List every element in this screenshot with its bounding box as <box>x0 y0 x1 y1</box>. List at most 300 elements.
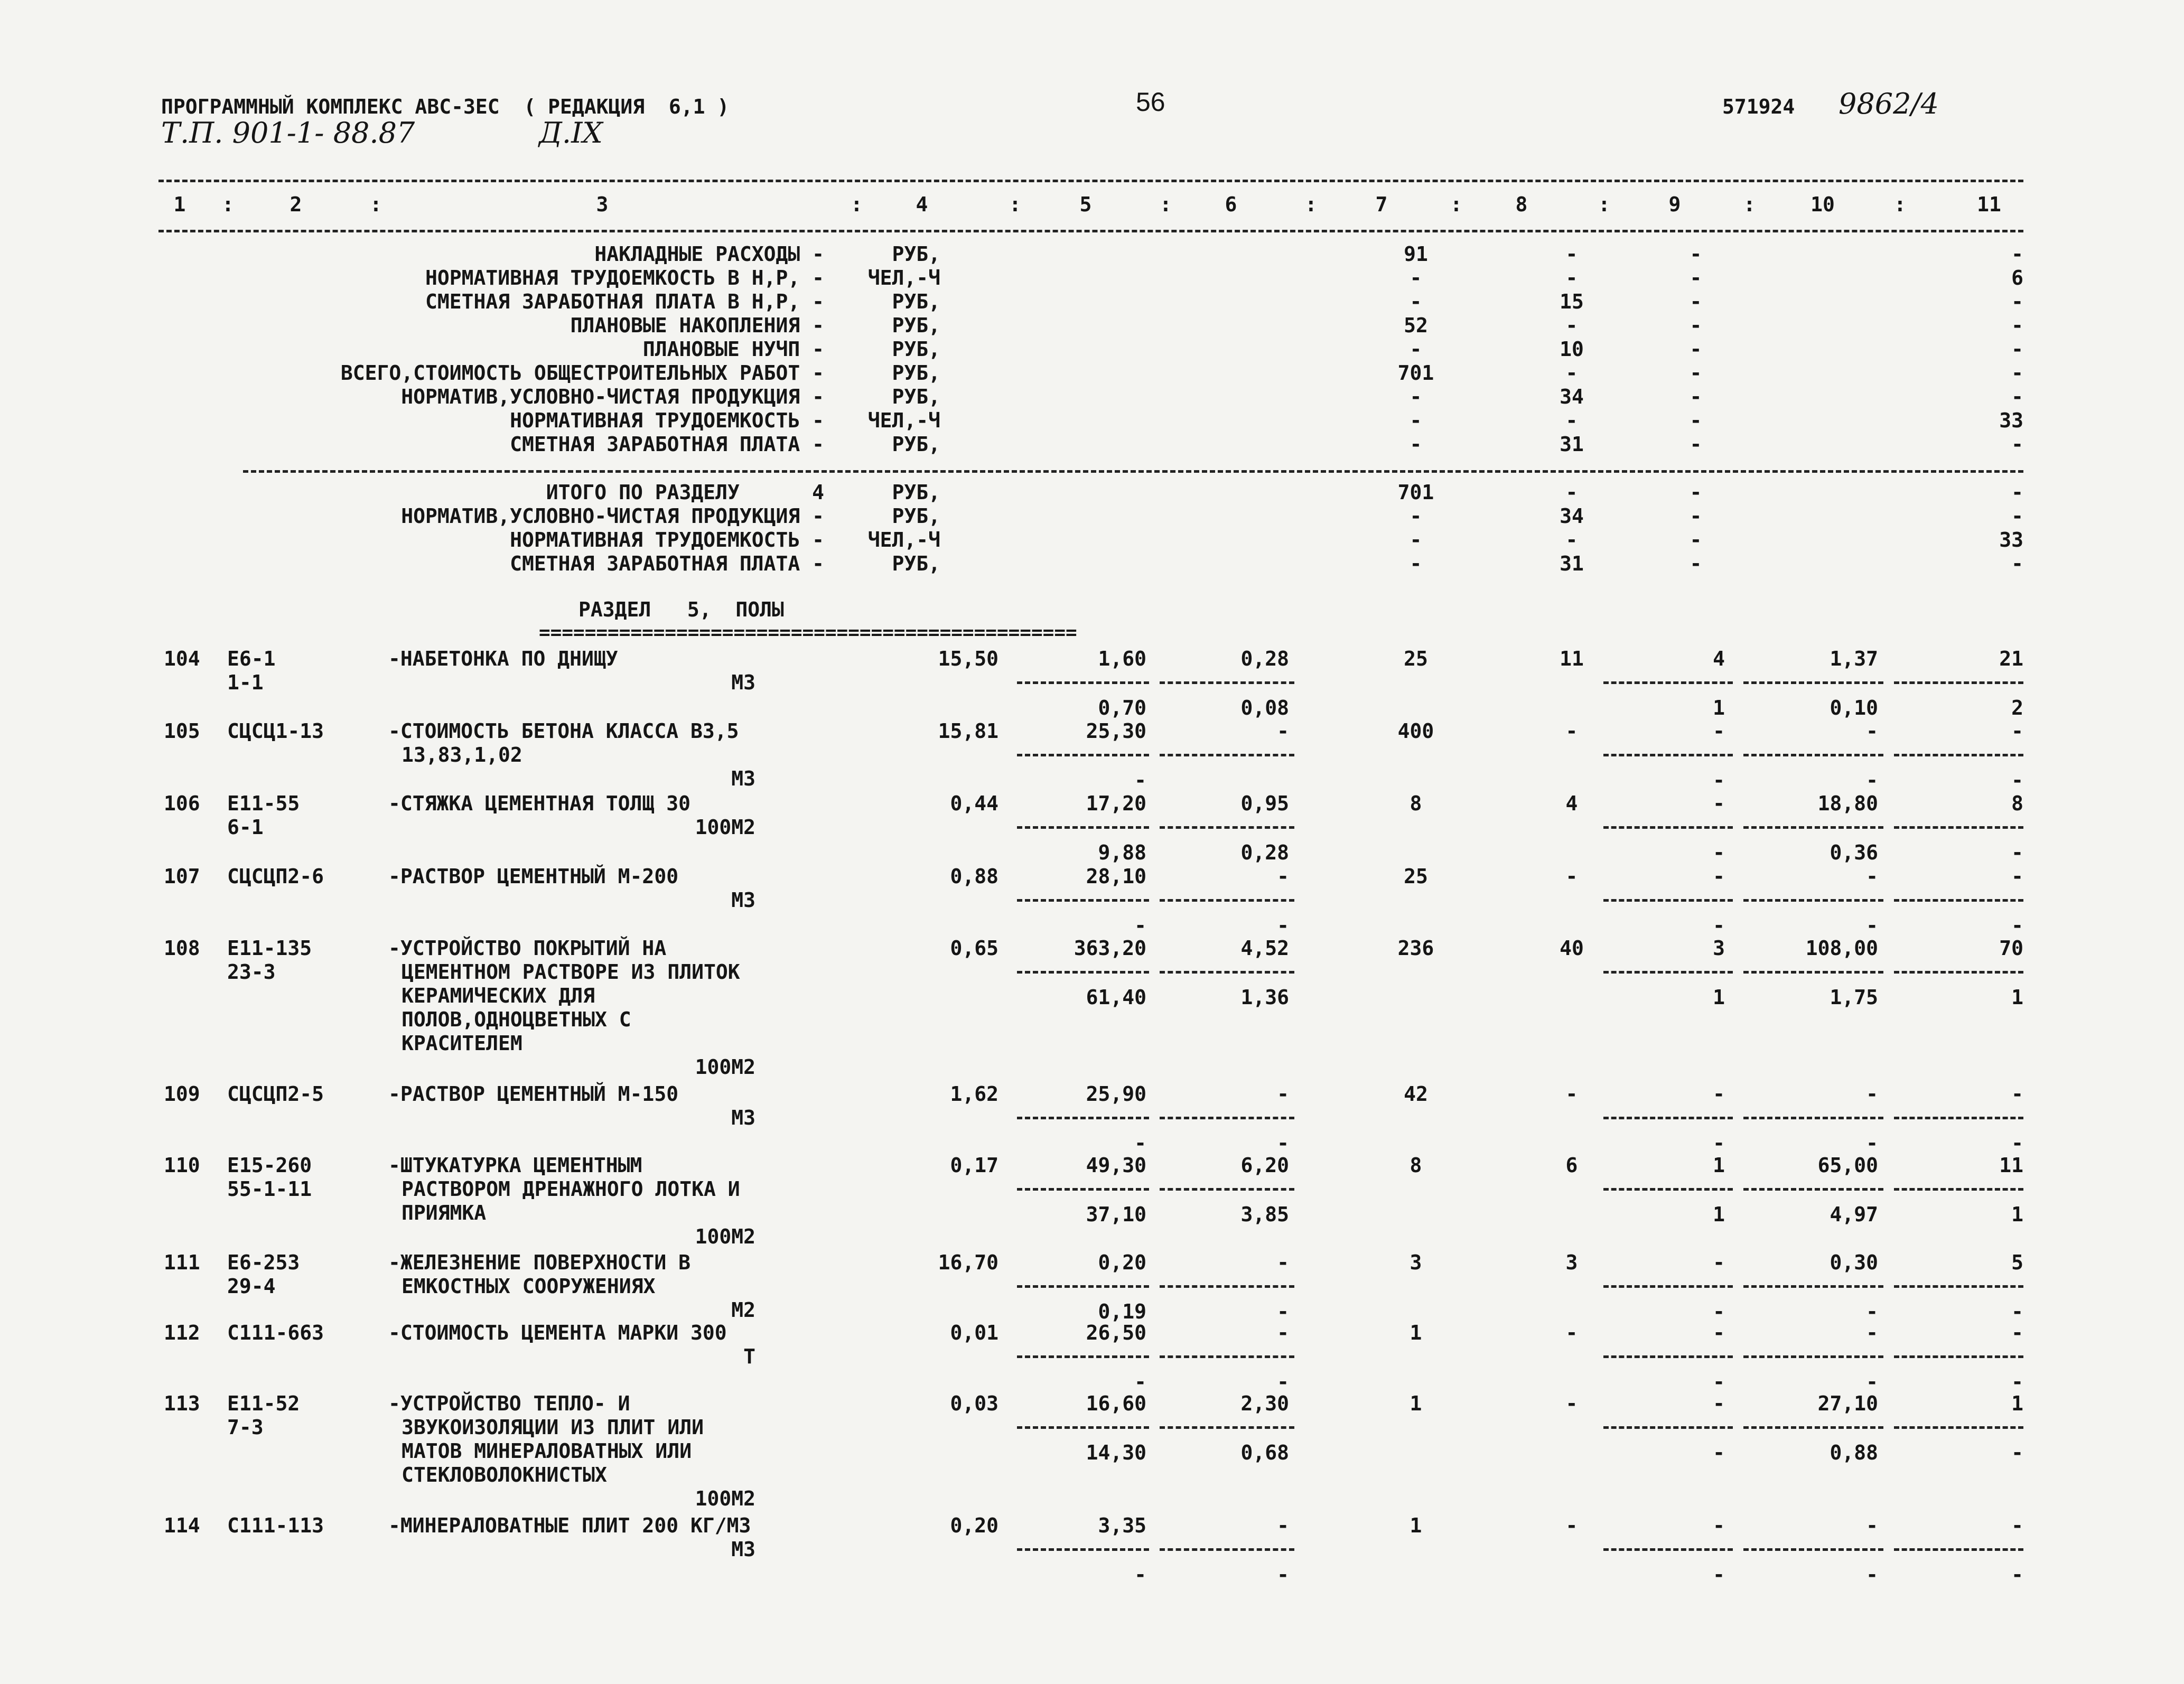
item-description-line: ПОЛОВ,ОДНОЦВЕТНЫХ С <box>402 1008 631 1031</box>
item-col5-underline <box>1017 1285 1149 1288</box>
item-unit: 100М2 <box>695 1225 755 1248</box>
column-separator: : <box>1598 193 1610 216</box>
item-code-sub: 1-1 <box>227 671 264 694</box>
item-unit-wage: 6,20 <box>1240 1154 1289 1177</box>
item-unit: Т <box>743 1345 755 1368</box>
item-total-wage: - <box>1565 1514 1578 1537</box>
summary-line-label: НОРМАТИВ,УСЛОВНО-ЧИСТАЯ ПРОДУКЦИЯ - <box>401 385 824 408</box>
item-total-wage: - <box>1565 1392 1578 1415</box>
item-unit: М2 <box>731 1298 755 1322</box>
column-separator: : <box>1743 193 1756 216</box>
summary-col8-value: - <box>1565 242 1578 266</box>
summary-col7-value: - <box>1410 552 1422 575</box>
summary-col9-value: - <box>1690 504 1702 528</box>
item-labor-a: - <box>1713 1251 1725 1274</box>
summary-col11-value: - <box>2011 433 2023 456</box>
item-labor-a-machine: - <box>1713 841 1725 864</box>
item-unit: 100М2 <box>695 1055 755 1079</box>
item-col9-underline <box>1603 1355 1733 1358</box>
section-title-rule: =============================================== <box>539 622 1077 643</box>
item-total-wage: 3 <box>1565 1251 1578 1274</box>
item-unit-price-machine: 14,30 <box>1086 1441 1146 1464</box>
item-labor-a-machine: - <box>1713 1563 1725 1586</box>
item-col10-underline <box>1743 1117 1883 1119</box>
item-unit-price-machine: 0,19 <box>1098 1300 1146 1323</box>
item-description-line: -РАСТВОР ЦЕМЕНТНЫЙ М-150 <box>388 1082 679 1106</box>
item-description-line: -ШТУКАТУРКА ЦЕМЕНТНЫМ <box>388 1154 642 1177</box>
item-labor-total: - <box>2011 1082 2023 1106</box>
item-labor-b: 108,00 <box>1805 937 1878 960</box>
item-total-wage: - <box>1565 719 1578 743</box>
header-rule-bottom <box>158 230 2023 232</box>
item-labor-b-machine: - <box>1866 1370 1878 1393</box>
summary-line-label: СМЕТНАЯ ЗАРАБОТНАЯ ПЛАТА В Н,Р, - <box>425 290 824 313</box>
summary-line-label: НОРМАТИВНАЯ ТРУДОЕМКОСТЬ - <box>510 528 824 551</box>
summary-col9-value: - <box>1690 409 1702 432</box>
item-unit-wage-machine: 3,85 <box>1240 1203 1289 1226</box>
item-col9-underline <box>1603 681 1733 684</box>
item-labor-a: - <box>1713 1392 1725 1415</box>
item-total-wage: 4 <box>1565 792 1578 815</box>
item-col6-underline <box>1160 1548 1294 1551</box>
column-separator: : <box>1894 193 1906 216</box>
item-code: Е11-55 <box>227 792 300 815</box>
item-labor-b-machine: 4,97 <box>1830 1203 1878 1226</box>
item-number: 106 <box>164 792 200 815</box>
item-unit-wage-machine: 0,68 <box>1240 1441 1289 1464</box>
summary-col9-value: - <box>1690 338 1702 361</box>
item-description-line: РАСТВОРОМ ДРЕНАЖНОГО ЛОТКА И <box>402 1177 740 1201</box>
summary-col9-value: - <box>1690 481 1702 504</box>
summary-col7-value: - <box>1410 433 1422 456</box>
item-labor-total: 8 <box>2011 792 2023 815</box>
item-unit-wage: - <box>1277 1514 1289 1537</box>
item-unit-price: 25,30 <box>1086 719 1146 743</box>
item-labor-a-machine: - <box>1713 1300 1725 1323</box>
item-quantity: 0,20 <box>950 1514 998 1537</box>
item-col6-underline <box>1160 681 1294 684</box>
item-unit-wage: 0,95 <box>1240 792 1289 815</box>
item-unit-price: 25,90 <box>1086 1082 1146 1106</box>
item-col5-underline <box>1017 681 1149 684</box>
item-total-cost: 400 <box>1397 719 1434 743</box>
item-labor-b: 18,80 <box>1817 792 1878 815</box>
item-total-wage: - <box>1565 1082 1578 1106</box>
item-labor-a-machine: - <box>1713 1441 1725 1464</box>
item-labor-a: - <box>1713 792 1725 815</box>
summary-line-label: НАКЛАДНЫЕ РАСХОДЫ - <box>594 242 824 266</box>
item-labor-b-machine: - <box>1866 769 1878 792</box>
item-labor-a-machine: 1 <box>1713 986 1725 1009</box>
item-number: 105 <box>164 719 200 743</box>
summary-col11-value: - <box>2011 290 2023 313</box>
summary-line-unit: РУБ, <box>892 385 940 408</box>
item-description-line: ЕМКОСТНЫХ СООРУЖЕНИЯХ <box>402 1275 656 1298</box>
item-labor-total: 1 <box>2011 1392 2023 1415</box>
item-labor-b: - <box>1866 1082 1878 1106</box>
item-unit-wage: - <box>1277 1251 1289 1274</box>
item-description-line: ЦЕМЕНТНОМ РАСТВОРЕ ИЗ ПЛИТОК <box>402 960 740 984</box>
summary-line-unit: РУБ, <box>892 242 940 266</box>
summary-col7-value: - <box>1410 528 1422 551</box>
item-labor-total-machine: - <box>2011 1131 2023 1155</box>
summary-col8-value: - <box>1565 314 1578 337</box>
item-quantity: 1,62 <box>950 1082 998 1106</box>
summary-line-unit: РУБ, <box>892 290 940 313</box>
item-unit-wage: 2,30 <box>1240 1392 1289 1415</box>
item-code-sub: 7-3 <box>227 1416 264 1439</box>
summary-col9-value: - <box>1690 385 1702 408</box>
item-labor-b-machine: - <box>1866 1300 1878 1323</box>
item-code: С111-663 <box>227 1321 324 1344</box>
column-separator: : <box>1450 193 1462 216</box>
item-description-line: МАТОВ МИНЕРАЛОВАТНЫХ ИЛИ <box>402 1439 692 1463</box>
summary-col7-value: 701 <box>1397 481 1434 504</box>
item-col6-underline <box>1160 826 1294 829</box>
item-col5-underline <box>1017 1188 1149 1191</box>
item-description-line: СТЕКЛОВОЛОКНИСТЫХ <box>402 1463 607 1486</box>
item-number: 104 <box>164 647 200 670</box>
item-labor-total-machine: - <box>2011 914 2023 937</box>
item-col11-underline <box>1894 1188 2023 1191</box>
summary-col8-value: - <box>1565 409 1578 432</box>
item-labor-a-machine: - <box>1713 914 1725 937</box>
item-total-cost: 1 <box>1410 1392 1422 1415</box>
summary-col9-value: - <box>1690 552 1702 575</box>
item-unit-price-machine: 61,40 <box>1086 986 1146 1009</box>
summary-col9-value: - <box>1690 528 1702 551</box>
item-col11-underline <box>1894 681 2023 684</box>
item-col10-underline <box>1743 826 1883 829</box>
item-unit-price-machine: - <box>1134 769 1146 792</box>
item-col11-underline <box>1894 1426 2023 1429</box>
item-col11-underline <box>1894 754 2023 756</box>
item-col10-underline <box>1743 899 1883 902</box>
item-code: СЦСЦ1-13 <box>227 719 324 743</box>
item-code: Е11-135 <box>227 937 312 960</box>
item-total-cost: 8 <box>1410 1154 1422 1177</box>
item-quantity: 0,17 <box>950 1154 998 1177</box>
column-separator: : <box>222 193 234 216</box>
item-unit: М3 <box>731 671 755 694</box>
inventory-handwritten: 9862/4 <box>1838 87 1939 120</box>
item-quantity: 0,44 <box>950 792 998 815</box>
summary-col11-value: - <box>2011 481 2023 504</box>
item-description-line: -УСТРОЙСТВО ПОКРЫТИЙ НА <box>388 937 667 960</box>
item-unit-price: 16,60 <box>1086 1392 1146 1415</box>
item-labor-total: 70 <box>1999 937 2023 960</box>
summary-col9-value: - <box>1690 266 1702 289</box>
item-labor-b: 1,37 <box>1830 647 1878 670</box>
item-unit-price: 1,60 <box>1098 647 1146 670</box>
item-quantity: 0,01 <box>950 1321 998 1344</box>
summary-line-unit: РУБ, <box>892 314 940 337</box>
summary-line-label: ПЛАНОВЫЕ НАКОПЛЕНИЯ - <box>570 314 824 337</box>
item-unit-price: 26,50 <box>1086 1321 1146 1344</box>
item-total-cost: 8 <box>1410 792 1422 815</box>
item-unit-wage-machine: - <box>1277 1563 1289 1586</box>
summary-line-unit: РУБ, <box>892 338 940 361</box>
item-labor-total-machine: - <box>2011 1370 2023 1393</box>
item-labor-total-machine: 2 <box>2011 696 2023 719</box>
item-col5-underline <box>1017 1548 1149 1551</box>
item-col9-underline <box>1603 826 1733 829</box>
column-number: 5 <box>1079 193 1092 216</box>
item-labor-a: - <box>1713 865 1725 888</box>
item-unit-price-machine: - <box>1134 1370 1146 1393</box>
item-unit-wage: - <box>1277 1082 1289 1106</box>
item-unit-wage: 0,28 <box>1240 647 1289 670</box>
column-number: 8 <box>1515 193 1528 216</box>
item-number: 109 <box>164 1082 200 1106</box>
page-number: 56 <box>1136 87 1165 117</box>
summary-col11-value: - <box>2011 314 2023 337</box>
item-unit: М3 <box>731 767 755 790</box>
summary-line-unit: ЧЕЛ,-Ч <box>867 266 940 289</box>
item-col5-underline <box>1017 754 1149 756</box>
column-number: 11 <box>1977 193 2001 216</box>
item-total-cost: 1 <box>1410 1514 1422 1537</box>
summary-col7-value: - <box>1410 338 1422 361</box>
summary-col11-value: 33 <box>1999 528 2023 551</box>
item-labor-b-machine: 0,88 <box>1830 1441 1878 1464</box>
item-description-line: -СТОИМОСТЬ БЕТОНА КЛАССА В3,5 <box>388 719 739 743</box>
item-code-sub: 55-1-11 <box>227 1177 312 1201</box>
item-unit: 100М2 <box>695 816 755 839</box>
item-labor-a: 4 <box>1713 647 1725 670</box>
item-col11-underline <box>1894 1285 2023 1288</box>
summary-line-label: НОРМАТИВНАЯ ТРУДОЕМКОСТЬ - <box>510 409 824 432</box>
item-quantity: 0,88 <box>950 865 998 888</box>
item-code: СЦСЦП2-6 <box>227 865 324 888</box>
item-col6-underline <box>1160 899 1294 902</box>
item-col10-underline <box>1743 971 1883 974</box>
item-labor-b: - <box>1866 865 1878 888</box>
item-col11-underline <box>1894 1548 2023 1551</box>
summary-col7-value: - <box>1410 409 1422 432</box>
summary-col8-value: - <box>1565 481 1578 504</box>
item-col9-underline <box>1603 754 1733 756</box>
item-unit-wage: - <box>1277 1321 1289 1344</box>
item-labor-a-machine: - <box>1713 1370 1725 1393</box>
item-total-cost: 42 <box>1404 1082 1428 1106</box>
item-unit-price: 3,35 <box>1098 1514 1146 1537</box>
item-labor-b-machine: 0,36 <box>1830 841 1878 864</box>
summary-col8-value: 34 <box>1560 385 1584 408</box>
item-code-sub: 23-3 <box>227 960 276 984</box>
item-quantity: 15,50 <box>938 647 998 670</box>
item-description-line: КЕРАМИЧЕСКИХ ДЛЯ <box>402 984 595 1007</box>
summary-col7-value: - <box>1410 385 1422 408</box>
column-number: 9 <box>1668 193 1681 216</box>
item-col5-underline <box>1017 971 1149 974</box>
item-unit-wage-machine: - <box>1277 1370 1289 1393</box>
column-separator: : <box>1305 193 1317 216</box>
item-code: Е6-253 <box>227 1251 300 1274</box>
item-labor-b: 27,10 <box>1817 1392 1878 1415</box>
album-handwritten: Д.IX <box>539 116 603 149</box>
summary-line-unit: РУБ, <box>892 504 940 528</box>
item-unit-price: 28,10 <box>1086 865 1146 888</box>
item-total-cost: 1 <box>1410 1321 1422 1344</box>
item-col10-underline <box>1743 1188 1883 1191</box>
item-labor-b-machine: - <box>1866 914 1878 937</box>
summary-col8-value: 31 <box>1560 433 1584 456</box>
item-col11-underline <box>1894 899 2023 902</box>
summary-line-label: СМЕТНАЯ ЗАРАБОТНАЯ ПЛАТА - <box>510 552 824 575</box>
item-labor-b: 65,00 <box>1817 1154 1878 1177</box>
item-labor-total: - <box>2011 1321 2023 1344</box>
summary-line-unit: РУБ, <box>892 481 940 504</box>
item-unit-price-machine: - <box>1134 914 1146 937</box>
summary-col9-value: - <box>1690 361 1702 385</box>
item-col6-underline <box>1160 1355 1294 1358</box>
item-total-cost: 3 <box>1410 1251 1422 1274</box>
item-labor-total: - <box>2011 1514 2023 1537</box>
item-col11-underline <box>1894 1355 2023 1358</box>
item-labor-total-machine: 1 <box>2011 986 2023 1009</box>
summary-col11-value: - <box>2011 242 2023 266</box>
item-description-line: -МИНЕРАЛОВАТНЫЕ ПЛИТ 200 КГ/М3 <box>388 1514 751 1537</box>
summary-col7-value: - <box>1410 266 1422 289</box>
item-code: Е11-52 <box>227 1392 300 1415</box>
summary-col11-value: 33 <box>1999 409 2023 432</box>
item-col9-underline <box>1603 1548 1733 1551</box>
item-unit-price-machine: 0,70 <box>1098 696 1146 719</box>
document-code: 571924 <box>1722 95 1795 118</box>
item-col5-underline <box>1017 1426 1149 1429</box>
summary-line-label: ПЛАНОВЫЕ НУЧП - <box>642 338 824 361</box>
item-labor-a: - <box>1713 1514 1725 1537</box>
item-description-line: ПРИЯМКА <box>402 1201 487 1224</box>
item-total-cost: 236 <box>1397 937 1434 960</box>
item-labor-b: - <box>1866 719 1878 743</box>
item-code-sub: 29-4 <box>227 1275 276 1298</box>
item-unit-wage: - <box>1277 865 1289 888</box>
item-col5-underline <box>1017 826 1149 829</box>
item-col9-underline <box>1603 971 1733 974</box>
item-description-line: -РАСТВОР ЦЕМЕНТНЫЙ М-200 <box>388 865 679 888</box>
summary-line-label: НОРМАТИВНАЯ ТРУДОЕМКОСТЬ В Н,Р, - <box>425 266 824 289</box>
item-labor-a-machine: 1 <box>1713 696 1725 719</box>
item-unit-wage-machine: - <box>1277 914 1289 937</box>
item-description-line: -ЖЕЛЕЗНЕНИЕ ПОВЕРХНОСТИ В <box>388 1251 690 1274</box>
item-labor-total: 5 <box>2011 1251 2023 1274</box>
item-code: С111-113 <box>227 1514 324 1537</box>
summary-line-label: НОРМАТИВ,УСЛОВНО-ЧИСТАЯ ПРОДУКЦИЯ - <box>401 504 824 528</box>
summary-divider <box>243 470 2023 473</box>
item-unit-price: 363,20 <box>1074 937 1146 960</box>
column-number: 4 <box>916 193 928 216</box>
item-col11-underline <box>1894 826 2023 829</box>
item-col10-underline <box>1743 1285 1883 1288</box>
item-unit-wage-machine: 0,08 <box>1240 696 1289 719</box>
item-total-wage: 11 <box>1560 647 1584 670</box>
item-labor-total-machine: 1 <box>2011 1203 2023 1226</box>
summary-line-label: СМЕТНАЯ ЗАРАБОТНАЯ ПЛАТА - <box>510 433 824 456</box>
summary-line-unit: ЧЕЛ,-Ч <box>867 409 940 432</box>
item-unit: М3 <box>731 888 755 912</box>
item-unit-price-machine: - <box>1134 1563 1146 1586</box>
item-col9-underline <box>1603 899 1733 902</box>
project-handwritten: Т.П. 901-1- 88.87 <box>161 116 415 149</box>
summary-line-unit: РУБ, <box>892 552 940 575</box>
summary-col7-value: 52 <box>1404 314 1428 337</box>
item-total-wage: 6 <box>1565 1154 1578 1177</box>
item-col6-underline <box>1160 1188 1294 1191</box>
item-labor-total: - <box>2011 719 2023 743</box>
summary-col9-value: - <box>1690 314 1702 337</box>
item-number: 111 <box>164 1251 200 1274</box>
item-quantity: 16,70 <box>938 1251 998 1274</box>
item-description-line: ЗВУКОИЗОЛЯЦИИ ИЗ ПЛИТ ИЛИ <box>402 1416 704 1439</box>
item-quantity: 0,65 <box>950 937 998 960</box>
item-labor-b-machine: - <box>1866 1131 1878 1155</box>
summary-col11-value: 6 <box>2011 266 2023 289</box>
item-labor-total: 21 <box>1999 647 2023 670</box>
item-col5-underline <box>1017 1117 1149 1119</box>
item-labor-total-machine: - <box>2011 1300 2023 1323</box>
item-col10-underline <box>1743 1355 1883 1358</box>
summary-col8-value: 31 <box>1560 552 1584 575</box>
item-col11-underline <box>1894 1117 2023 1119</box>
item-col6-underline <box>1160 1285 1294 1288</box>
program-header: ПРОГРАММНЫЙ КОМПЛЕКС АВС-3ЕС ( РЕДАКЦИЯ 6,1 ) <box>161 95 730 118</box>
item-unit-price-machine: 9,88 <box>1098 841 1146 864</box>
summary-col7-value: 701 <box>1397 361 1434 385</box>
summary-col7-value: - <box>1410 290 1422 313</box>
item-col9-underline <box>1603 1188 1733 1191</box>
summary-col11-value: - <box>2011 385 2023 408</box>
item-number: 110 <box>164 1154 200 1177</box>
item-unit-wage: 4,52 <box>1240 937 1289 960</box>
item-col5-underline <box>1017 1355 1149 1358</box>
summary-line-label: ВСЕГО,СТОИМОСТЬ ОБЩЕСТРОИТЕЛЬНЫХ РАБОТ - <box>340 361 824 385</box>
item-unit-wage-machine: 1,36 <box>1240 986 1289 1009</box>
item-col9-underline <box>1603 1117 1733 1119</box>
item-number: 107 <box>164 865 200 888</box>
item-labor-b: - <box>1866 1321 1878 1344</box>
item-number: 113 <box>164 1392 200 1415</box>
item-labor-total-machine: - <box>2011 841 2023 864</box>
item-col10-underline <box>1743 681 1883 684</box>
summary-col8-value: - <box>1565 528 1578 551</box>
item-unit: М3 <box>731 1538 755 1561</box>
item-labor-total: 11 <box>1999 1154 2023 1177</box>
item-code: Е6-1 <box>227 647 276 670</box>
item-labor-a: - <box>1713 1082 1725 1106</box>
item-labor-b: - <box>1866 1514 1878 1537</box>
item-total-wage: 40 <box>1560 937 1584 960</box>
item-labor-a-machine: - <box>1713 1131 1725 1155</box>
item-description-line: -СТЯЖКА ЦЕМЕНТНАЯ ТОЛЩ 30 <box>388 792 690 815</box>
column-number: 6 <box>1225 193 1237 216</box>
item-unit-price-machine: 37,10 <box>1086 1203 1146 1226</box>
item-number: 108 <box>164 937 200 960</box>
summary-line-unit: РУБ, <box>892 433 940 456</box>
item-description-line: КРАСИТЕЛЕМ <box>402 1032 522 1055</box>
summary-col8-value: - <box>1565 361 1578 385</box>
item-labor-b: 0,30 <box>1830 1251 1878 1274</box>
summary-col9-value: - <box>1690 290 1702 313</box>
column-separator: : <box>1009 193 1021 216</box>
column-number: 1 <box>173 193 186 216</box>
item-unit-price: 0,20 <box>1098 1251 1146 1274</box>
summary-line-label: ИТОГО ПО РАЗДЕЛУ 4 <box>546 481 824 504</box>
column-number: 10 <box>1810 193 1835 216</box>
summary-col7-value: 91 <box>1404 242 1428 266</box>
item-labor-a: - <box>1713 719 1725 743</box>
